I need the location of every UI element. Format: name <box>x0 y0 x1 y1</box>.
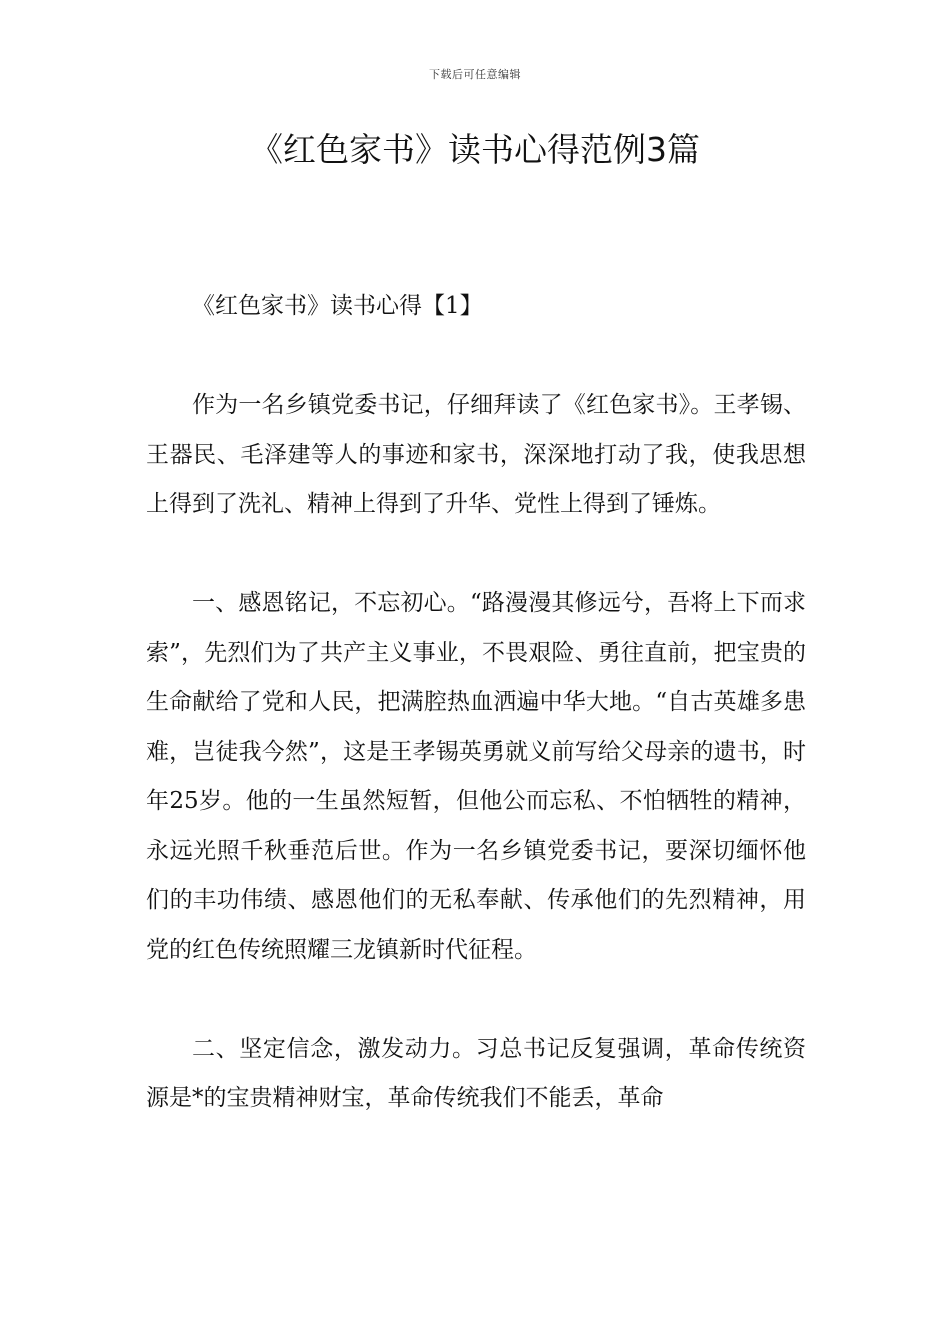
paragraph-3: 二、坚定信念，激发动力。习总书记反复强调，革命传统资源是*的宝贵精神财宝，革命传统我们不能丢，革命 <box>146 1035 806 1111</box>
document-title: 《红色家书》读书心得范例3篇 <box>250 130 700 169</box>
paragraph-2: 一、感恩铭记，不忘初心。“路漫漫其修远兮，吾将上下而求索”，先烈们为了共产主义事业，不畏艰险、勇往直前，把宝贵的生命献给了党和人民，把满腔热血洒遍中华大地。“自古英雄多患难，岂徒我今然”，这是王孝锡英勇就义前写给父母亲的遗书，时年25岁。他的一生虽然短暂，但他公而忘私、不怕牺牲的精神，永远光照千秋垂范后世。作为一名乡镇党委书记，要深切缅怀他们的丰功伟绩、感恩他们的无私奉献、传承他们的先烈精神，用党的红色传统照耀三龙镇新时代征程。 <box>146 590 806 963</box>
page-header-note: 下载后可任意编辑 <box>429 68 521 81</box>
section-heading: 《红色家书》读书心得【1】 <box>192 293 483 319</box>
paragraph-1: 作为一名乡镇党委书记，仔细拜读了《红色家书》。王孝锡、王器民、毛泽建等人的事迹和家书，深深地打动了我，使我思想上得到了洗礼、精神上得到了升华、党性上得到了锤炼。 <box>146 392 806 517</box>
document-body <box>146 282 806 1124</box>
